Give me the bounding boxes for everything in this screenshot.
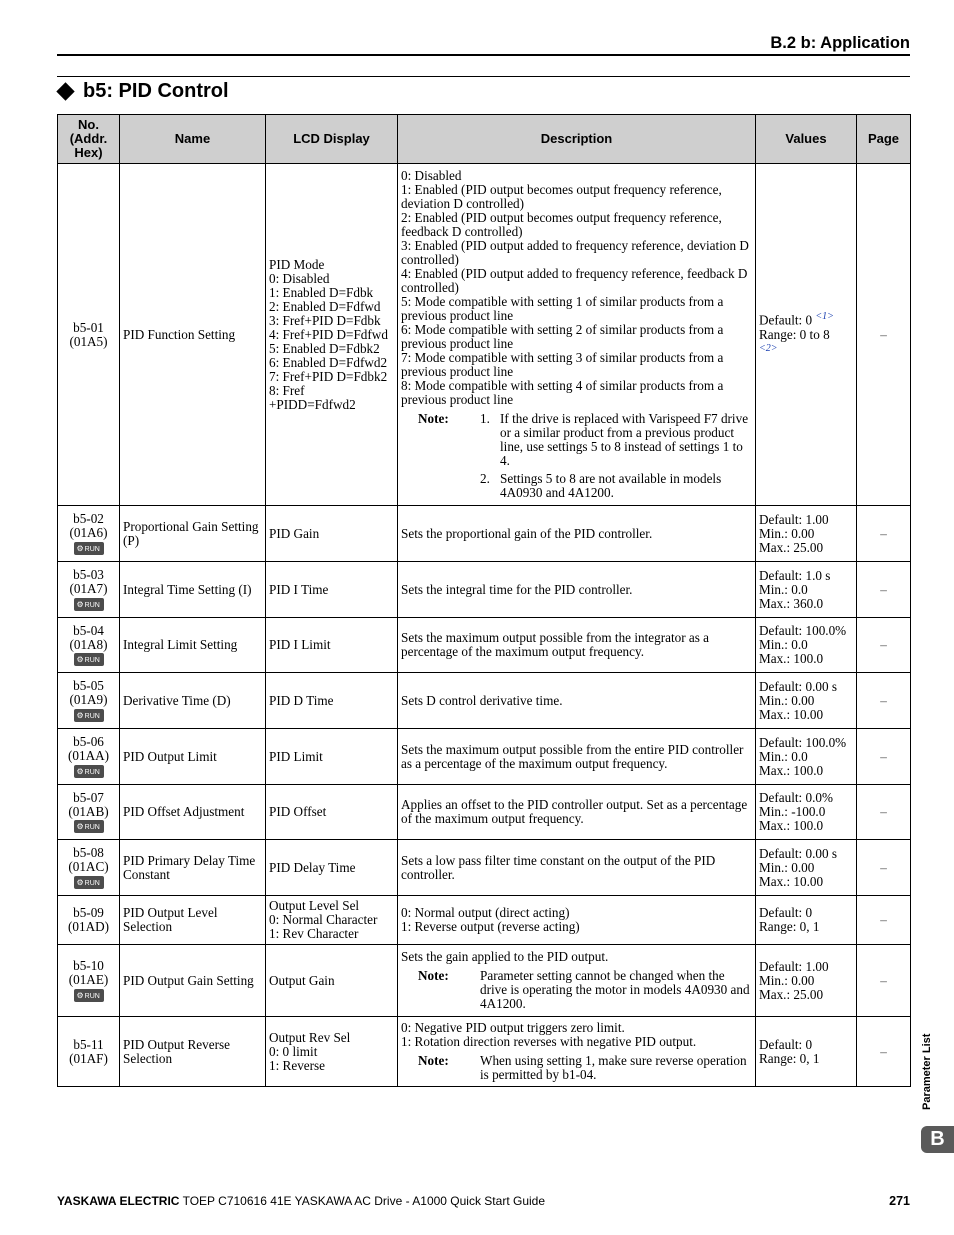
description-cell (398, 896, 756, 945)
col-header-lcd: LCD Display (266, 115, 398, 164)
run-icon-label: RUN (84, 712, 100, 720)
note (401, 1054, 752, 1082)
table-row (58, 164, 911, 506)
param-name: PID Offset Adjustment (120, 785, 266, 840)
page-number: 271 (889, 1194, 910, 1208)
note-item (480, 969, 752, 1011)
values-text: Default: 0 Range: 0, 1 (759, 905, 820, 934)
run-icon (74, 765, 104, 778)
param-number-cell (58, 618, 120, 673)
param-name: PID Primary Delay Time Constant (120, 840, 266, 896)
values-cell (756, 945, 857, 1017)
footnote-ref-1[interactable]: <1> (815, 311, 834, 323)
note-text: If the drive is replaced with Varispeed F7 drive or a similar product from a previous product line, use settings 5 to 8 instead of settings 1 to 4. (500, 411, 749, 468)
values-cell (756, 729, 857, 785)
values-text: Default: 0.00 s Min.: 0.00 Max.: 10.00 (759, 845, 838, 889)
values-cell (756, 840, 857, 896)
note-text: Parameter setting cannot be changed when the drive is operating the motor in models 4A0930 and 4A1200. (480, 968, 750, 1011)
values-text: Default: 100.0% Min.: 0.0 Max.: 100.0 (759, 734, 847, 778)
parameter-table (57, 114, 911, 1087)
run-icon-label: RUN (84, 545, 100, 553)
run-icon (74, 653, 104, 666)
param-address: (01A6) (69, 525, 108, 541)
run-icon-label: RUN (84, 879, 100, 887)
values-range: Range: 0 to 8 (759, 326, 830, 342)
diamond-bullet-icon (56, 82, 74, 100)
col-header-values: Values (756, 115, 857, 164)
run-icon-label: RUN (84, 824, 100, 832)
table-row (58, 945, 911, 1017)
values-text: Default: 1.00 Min.: 0.00 Max.: 25.00 (759, 511, 829, 555)
values-text: Default: 0.0% Min.: -100.0 Max.: 100.0 (759, 790, 833, 833)
note-list (480, 1054, 752, 1082)
values-cell (756, 506, 857, 562)
param-name: PID Output Limit (120, 729, 266, 785)
description-cell (398, 618, 756, 673)
param-address: (01AE) (68, 972, 109, 988)
description-text: 0: Normal output (direct acting) 1: Reverse output (reverse acting) (401, 905, 580, 934)
param-number-cell (58, 506, 120, 562)
lcd-display: PID Delay Time (266, 840, 398, 896)
col-header-description: Description (398, 115, 756, 164)
description-text: Sets the maximum output possible from the integrator as a percentage of the maximum output frequency. (401, 630, 710, 659)
param-number: b5-07 (73, 789, 104, 805)
run-gear-icon: ⚙ (76, 599, 84, 609)
param-name: Proportional Gain Setting (P) (120, 506, 266, 562)
note (401, 969, 752, 1011)
param-address: (01AC) (68, 859, 109, 875)
page-ref: – (857, 896, 911, 945)
values-text: Default: 1.0 s Min.: 0.0 Max.: 360.0 (759, 567, 831, 611)
param-number: b5-05 (73, 678, 104, 694)
lcd-display: PID Limit (266, 729, 398, 785)
footer-doc: TOEP C710616 41E YASKAWA AC Drive - A1000 Quick Start Guide (182, 1194, 546, 1208)
values-cell (756, 896, 857, 945)
param-number: b5-10 (73, 958, 104, 974)
page-ref: – (857, 840, 911, 896)
values-default-line (759, 310, 853, 327)
lcd-display: PID Offset (266, 785, 398, 840)
param-name: PID Output Gain Setting (120, 945, 266, 1017)
description-text: Sets the proportional gain of the PID controller. (401, 525, 653, 541)
table-row (58, 896, 911, 945)
values-text: Default: 100.0% Min.: 0.0 Max.: 100.0 (759, 623, 847, 666)
col-header-no-text: No. (Addr. Hex) (69, 117, 108, 160)
param-name: PID Function Setting (120, 164, 266, 506)
param-name: PID Output Reverse Selection (120, 1017, 266, 1087)
values-cell (756, 562, 857, 618)
description-cell (398, 1017, 756, 1087)
param-number-cell (58, 896, 120, 945)
param-number: b5-03 (73, 567, 104, 583)
param-number-cell (58, 164, 120, 506)
description-cell (398, 945, 756, 1017)
lcd-display: PID Gain (266, 506, 398, 562)
param-address: (01AF) (69, 1050, 108, 1066)
param-number-cell (58, 840, 120, 896)
description-text: Sets the integral time for the PID controller. (401, 581, 633, 597)
values-cell (756, 164, 857, 506)
param-number: b5-11 (73, 1036, 104, 1052)
footer-brand: YASKAWA ELECTRIC (57, 1194, 180, 1208)
param-address: (01A7) (69, 581, 108, 597)
table-row (58, 618, 911, 673)
section-title (57, 80, 229, 103)
param-number: b5-04 (73, 622, 104, 638)
lcd-display: PID I Limit (266, 618, 398, 673)
section-header-title: B.2 b: Application (770, 34, 910, 52)
page-ref: – (857, 1017, 911, 1087)
lcd-display: Output Rev Sel 0: 0 limit 1: Reverse (266, 1017, 398, 1087)
page-ref: – (857, 673, 911, 729)
description-text: 0: Negative PID output triggers zero limit. 1: Rotation direction reverses with negative PID output. (401, 1020, 697, 1049)
param-number-cell (58, 785, 120, 840)
note-list (480, 969, 752, 1011)
table-row (58, 785, 911, 840)
description-cell (398, 729, 756, 785)
values-cell (756, 1017, 857, 1087)
table-row (58, 729, 911, 785)
page-ref: – (857, 506, 911, 562)
run-icon (74, 989, 104, 1002)
description-cell (398, 164, 756, 506)
lcd-display: Output Gain (266, 945, 398, 1017)
description-text: Sets the gain applied to the PID output. (401, 949, 609, 964)
note (401, 412, 752, 500)
run-icon (74, 598, 104, 611)
footer (57, 1194, 545, 1208)
run-gear-icon: ⚙ (76, 990, 84, 1000)
description-text: Sets D control derivative time. (401, 692, 563, 708)
param-number: b5-08 (73, 845, 104, 861)
param-number-cell (58, 673, 120, 729)
description-text: Sets a low pass filter time constant on the output of the PID controller. (401, 852, 716, 882)
section-title-text: b5: PID Control (83, 80, 229, 102)
param-address: (01A8) (69, 636, 108, 652)
run-icon (74, 876, 104, 889)
col-header-page: Page (857, 115, 911, 164)
sidebar-label: Parameter List (921, 1033, 933, 1110)
param-number: b5-02 (73, 511, 104, 527)
run-icon (74, 820, 104, 833)
param-number: b5-09 (73, 905, 104, 920)
table-row (58, 1017, 911, 1087)
values-cell (756, 618, 857, 673)
run-gear-icon: ⚙ (76, 822, 84, 832)
run-gear-icon: ⚙ (76, 543, 84, 553)
page-ref: – (857, 164, 911, 506)
note-label: Note: (418, 411, 449, 426)
col-header-name: Name (120, 115, 266, 164)
appendix-tab: B (921, 1126, 954, 1153)
note-text: Settings 5 to 8 are not available in models 4A0930 and 4A1200. (500, 471, 722, 500)
description-text: Sets the maximum output possible from the entire PID controller as a percentage of the maximum output frequency. (401, 741, 744, 771)
description-cell (398, 840, 756, 896)
page-ref: – (857, 945, 911, 1017)
table-row (58, 840, 911, 896)
values-text: Default: 0.00 s Min.: 0.00 Max.: 10.00 (759, 678, 838, 722)
values-cell (756, 785, 857, 840)
footnote-ref-2[interactable]: <2> (759, 342, 778, 354)
run-icon (74, 709, 104, 722)
table-row (58, 506, 911, 562)
note-item (480, 412, 752, 468)
param-name: PID Output Level Selection (120, 896, 266, 945)
run-icon-label: RUN (84, 601, 100, 609)
description-cell (398, 785, 756, 840)
page-ref: – (857, 562, 911, 618)
param-number-cell (58, 1017, 120, 1087)
note-text: When using setting 1, make sure reverse operation is permitted by b1-04. (480, 1053, 747, 1082)
note-list (480, 412, 752, 500)
param-name: Integral Limit Setting (120, 618, 266, 673)
values-text: Default: 0 Range: 0, 1 (759, 1036, 820, 1066)
header-rule (57, 54, 910, 56)
param-address: (01AD) (67, 919, 110, 934)
page-ref: – (857, 729, 911, 785)
param-number: b5-06 (73, 734, 104, 750)
run-icon-label: RUN (84, 768, 100, 776)
param-address: (01A9) (69, 692, 108, 708)
description-cell (398, 562, 756, 618)
param-name: Integral Time Setting (I) (120, 562, 266, 618)
page-ref: – (857, 618, 911, 673)
note-item (480, 1054, 752, 1082)
note-item (480, 472, 752, 500)
param-number: b5-01 (73, 319, 104, 335)
note-label: Note: (418, 1053, 449, 1068)
param-number-cell (58, 729, 120, 785)
run-gear-icon: ⚙ (76, 710, 84, 720)
run-gear-icon: ⚙ (76, 766, 84, 776)
col-header-no (58, 115, 120, 164)
note-label: Note: (418, 968, 449, 983)
run-gear-icon: ⚙ (76, 655, 84, 665)
param-address: (01AA) (67, 748, 110, 764)
description-text: Applies an offset to the PID controller output. Set as a percentage of the maximum output frequency. (401, 797, 748, 826)
param-number-cell (58, 562, 120, 618)
values-cell (756, 673, 857, 729)
lcd-display: PID I Time (266, 562, 398, 618)
description-cell (398, 506, 756, 562)
note-number: 1. (480, 411, 490, 426)
description-cell (398, 673, 756, 729)
values-text: Default: 1.00 Min.: 0.00 Max.: 25.00 (759, 958, 829, 1002)
lcd-display: PID D Time (266, 673, 398, 729)
lcd-display: PID Mode 0: Disabled 1: Enabled D=Fdbk 2: Enabled D=Fdfwd 3: Fref+PID D=Fdbk 4: Fref+PID D=Fdfwd 5: Enabled D=Fdbk2 6: Enabled D=Fdfwd2 7: Fref+PID D=Fdbk2 8: Fref +PIDD=Fdfwd2 (266, 164, 398, 506)
section-rule (57, 76, 910, 77)
table-header-row (58, 115, 911, 164)
run-icon-label: RUN (84, 657, 100, 665)
param-name: Derivative Time (D) (120, 673, 266, 729)
lcd-display: Output Level Sel 0: Normal Character 1: Rev Character (266, 896, 398, 945)
description-text: 0: Disabled 1: Enabled (PID output becomes output frequency reference, deviation D controlled) 2: Enabled (PID output becomes output frequency reference, feedback D controlled) 3: Enabled (PID output added to frequency reference, deviation D controlled) 4: Enabled (PID output added to frequency reference, feedback D controlled) 5: Mode compatible with setting 1 of similar products from a previous product line 6: Mode compatible with setting 2 of similar products from a previous product line 7: Mode compatible with setting 3 of similar products from a previous product line 8: Mode compatible with setting 4 of similar products from a previous product line (401, 168, 749, 407)
page-ref: – (857, 785, 911, 840)
param-address: (01A5) (69, 333, 108, 349)
run-icon (74, 542, 104, 555)
run-gear-icon: ⚙ (76, 877, 84, 887)
values-default: Default: 0 (759, 312, 813, 328)
run-icon-label: RUN (84, 992, 100, 1000)
param-address: (01AB) (68, 803, 109, 819)
note-number: 2. (480, 471, 490, 486)
values-range-line (759, 328, 853, 359)
table-row (58, 562, 911, 618)
param-number-cell (58, 945, 120, 1017)
table-row (58, 673, 911, 729)
